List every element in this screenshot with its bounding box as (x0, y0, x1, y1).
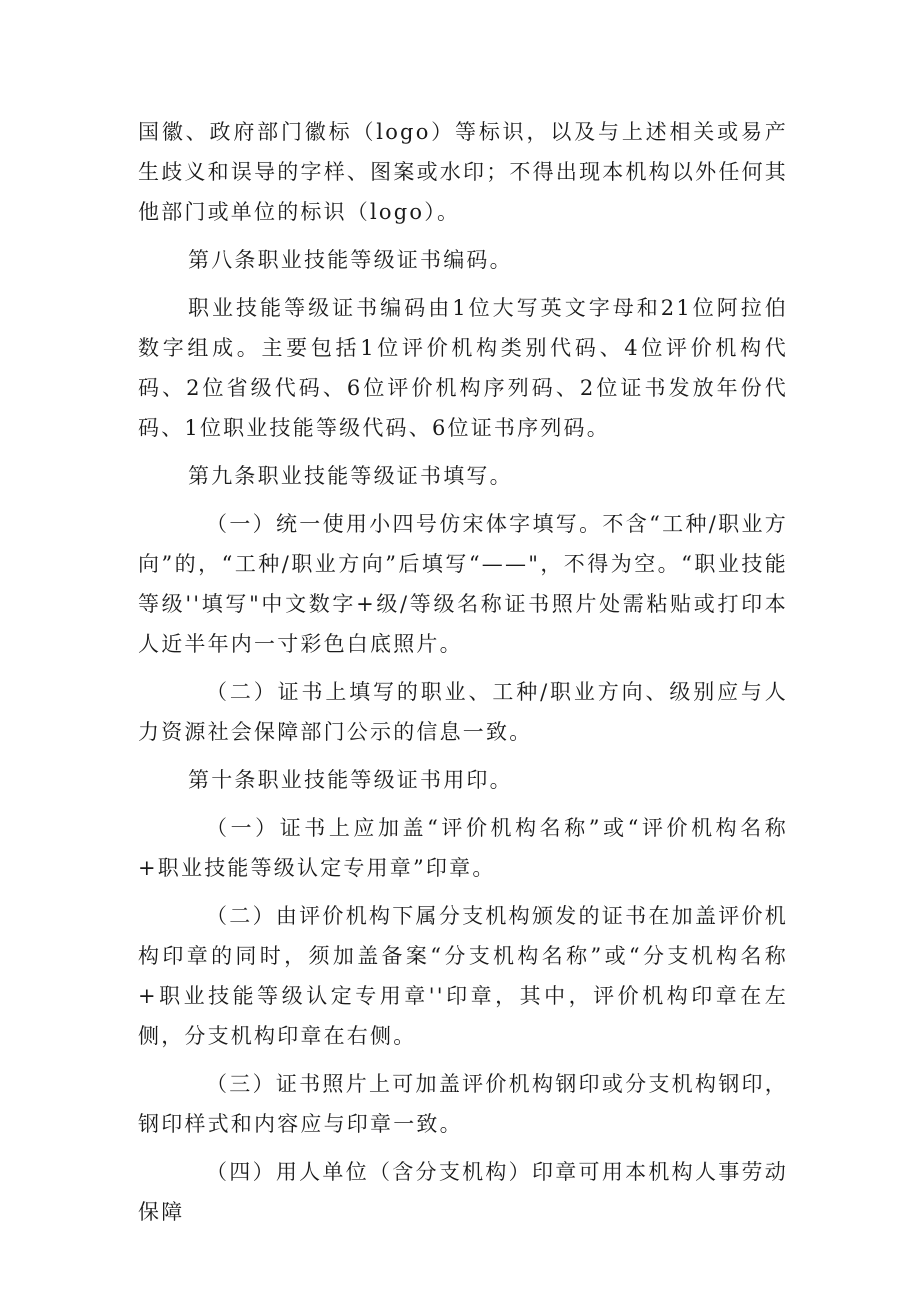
paragraph-fill-item-1: （一）统一使用小四号仿宋体字填写。不含“工种/职业方向”的，“工种/职业方向”后填写“——"，不得为空。“职业技能等级''填写"中文数字+级/等级名称证书照片处需粘贴或打印本人近半年内一寸彩色白底照片。 (138, 512, 788, 656)
paragraph-seal-item-1: （一）证书上应加盖“评价机构名称”或“评价机构名称+职业技能等级认定专用章”印章。 (138, 816, 788, 880)
document-body (138, 112, 788, 1240)
paragraph-seal-item-2: （二）由评价机构下属分支机构颁发的证书在加盖评价机构印章的同时，须加盖备案“分支机构名称”或“分支机构名称+职业技能等级认定专用章''印章，其中，评价机构印章在左侧，分支机构印章在右侧。 (138, 904, 788, 1048)
paragraph-seal-item-3: （三）证书照片上可加盖评价机构钢印或分支机构钢印，钢印样式和内容应与印章一致。 (138, 1072, 788, 1136)
paragraph-seal-item-4: （四）用人单位（含分支机构）印章可用本机构人事劳动保障 (138, 1160, 788, 1224)
paragraph-certificate-code: 职业技能等级证书编码由1位大写英文字母和21位阿拉伯数字组成。主要包括1位评价机构类别代码、4位评价机构代码、2位省级代码、6位评价机构序列码、2位证书发放年份代码、1位职业技能等级代码、6位证书序列码。 (138, 296, 788, 440)
article-8-heading: 第八条职业技能等级证书编码。 (188, 248, 513, 272)
article-10-heading: 第十条职业技能等级证书用印。 (188, 768, 513, 792)
article-9-heading: 第九条职业技能等级证书填写。 (188, 464, 513, 488)
paragraph-fill-item-2: （二）证书上填写的职业、工种/职业方向、级别应与人力资源社会保障部门公示的信息一致。 (138, 680, 788, 744)
paragraph-logo-restriction: 国徽、政府部门徽标（logo）等标识，以及与上述相关或易产生歧义和误导的字样、图案或水印；不得出现本机构以外任何其他部门或单位的标识（logo）。 (138, 120, 788, 224)
